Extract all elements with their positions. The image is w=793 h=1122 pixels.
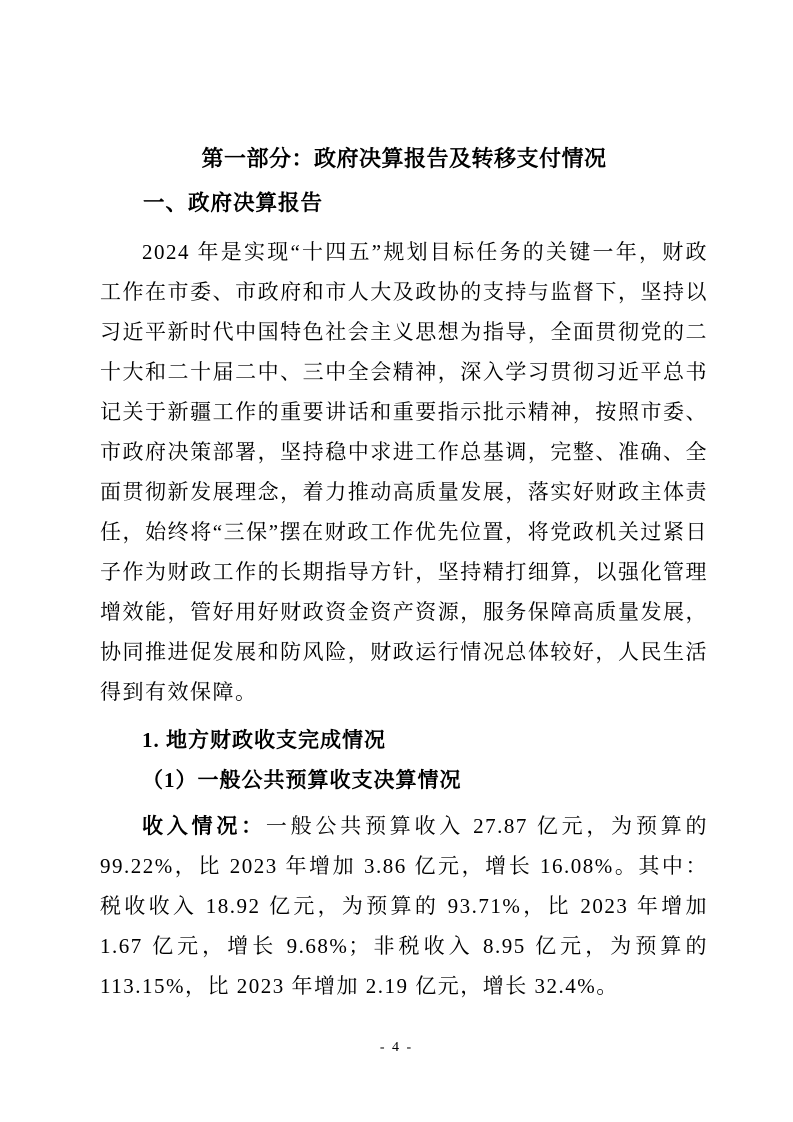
sub-heading-general-budget: （1）一般公共预算收支决算情况	[142, 768, 462, 792]
income-situation-label: 收入情况：	[142, 814, 266, 838]
section-heading-report: 一、政府决算报告	[143, 191, 324, 215]
sub-heading-fiscal-completion: 1. 地方财政收支完成情况	[142, 728, 386, 752]
paragraph-overview: 2024 年是实现“十四五”规划目标任务的关键一年，财政工作在市委、市政府和市人大及政协的支持与监督下，坚持以习近平新时代中国特色社会主义思想为指导，全面贯彻党的二十大和二十届二中、三中全会精神，深入学习贯彻习近平总书记关于新疆工作的重要讲话和重要指示批示精神，按照市委、市政府决策部署，坚持稳中求进工作总基调，完整、准确、全面贯彻新发展理念，着力推动高质量发展，落实好财政主体责任，始终将“三保”摆在财政工作优先位置，将党政机关过紧日子作为财政工作的长期指导方针，坚持精打细算，以强化管理增效能，管好用好财政资金资产资源，服务保障高质量发展，协同推进促发展和防风险，财政运行情况总体较好，人民生活得到有效保障。	[100, 240, 708, 704]
page-number: - 4 -	[379, 1040, 414, 1055]
document-title: 第一部分：政府决算报告及转移支付情况	[201, 146, 607, 171]
paragraph-income	[100, 806, 708, 1006]
income-situation-text: 一般公共预算收入 27.87 亿元，为预算的 99.22%，比 2023 年增加 3.86 亿元，增长 16.08%。其中：税收收入 18.92 亿元，为预算的 93.71%，比 2023 年增加 1.67 亿元，增长 9.68%；非税收入 8.95 亿元，为预算的 113.15%，比 2023 年增加 2.19 亿元，增长 32.4%。	[100, 814, 709, 998]
